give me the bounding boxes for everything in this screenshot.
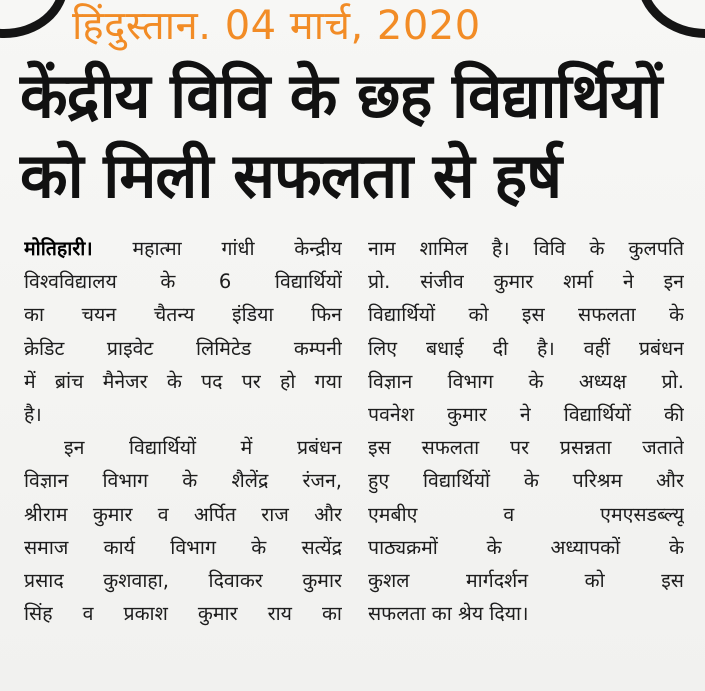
- headline-line-2: को मिली सफलता से हर्ष: [20, 139, 562, 212]
- article-line: पवनेश कुमार ने विद्यार्थियों की: [368, 402, 684, 426]
- article-column-left: [24, 232, 342, 630]
- article-line: इस सफलता पर प्रसन्नता जताते: [368, 436, 684, 460]
- headline-line-1: केंद्रीय विवि के छह विद्यार्थियों: [20, 59, 662, 132]
- article-line: क्रेडिट प्राइवेट लिमिटेड कम्पनी: [24, 336, 342, 360]
- article-line: एमबीए व एमएसडब्ल्यू: [368, 502, 684, 526]
- decorative-arc-left: [0, 0, 68, 38]
- article-line: हुए विद्यार्थियों के परिश्रम और: [368, 469, 684, 493]
- article-line: में ब्रांच मैनेजर के पद पर हो गया: [24, 369, 342, 393]
- article-line: इन विद्यार्थियों में प्रबंधन: [64, 436, 342, 460]
- article-line: नाम शामिल है। विवि के कुलपति: [368, 237, 684, 260]
- article-line: विज्ञान विभाग के अध्यक्ष प्रो.: [368, 369, 684, 393]
- article-column-right: [368, 232, 684, 630]
- article-line: सफलता का श्रेय दिया।: [368, 602, 529, 626]
- article-line: [24, 232, 342, 265]
- article-line: है।: [24, 402, 42, 426]
- article-line: श्रीराम कुमार व अर्पित राज और: [24, 502, 342, 526]
- article-line: प्रसाद कुशवाहा, दिवाकर कुमार: [24, 568, 342, 592]
- article-line: प्रो. संजीव कुमार शर्मा ने इन: [368, 270, 684, 294]
- decorative-arc-right: [637, 0, 705, 38]
- article-line: लिए बधाई दी है। वहीं प्रबंधन: [368, 336, 684, 360]
- article-line: कुशल मार्गदर्शन को इस: [368, 568, 684, 592]
- article-line: विश्वविद्यालय के 6 विद्यार्थियों: [24, 270, 342, 294]
- source-caption: हिंदुस्तान. 04 मार्च, 2020: [72, 3, 481, 49]
- dateline: मोतिहारी।: [24, 237, 93, 260]
- article-line: समाज कार्य विभाग के सत्येंद्र: [24, 535, 342, 559]
- article-line: विज्ञान विभाग के शैलेंद्र रंजन,: [24, 469, 342, 493]
- column-divider: [354, 232, 355, 672]
- article-line: विद्यार्थियों को इस सफलता के: [368, 303, 684, 327]
- article-line-text: महात्मा गांधी केन्द्रीय: [92, 237, 342, 260]
- article-line: का चयन चैतन्य इंडिया फिन: [24, 303, 342, 327]
- article-line: पाठ्यक्रमों के अध्यापकों के: [368, 535, 684, 559]
- article-line: सिंह व प्रकाश कुमार राय का: [24, 602, 342, 626]
